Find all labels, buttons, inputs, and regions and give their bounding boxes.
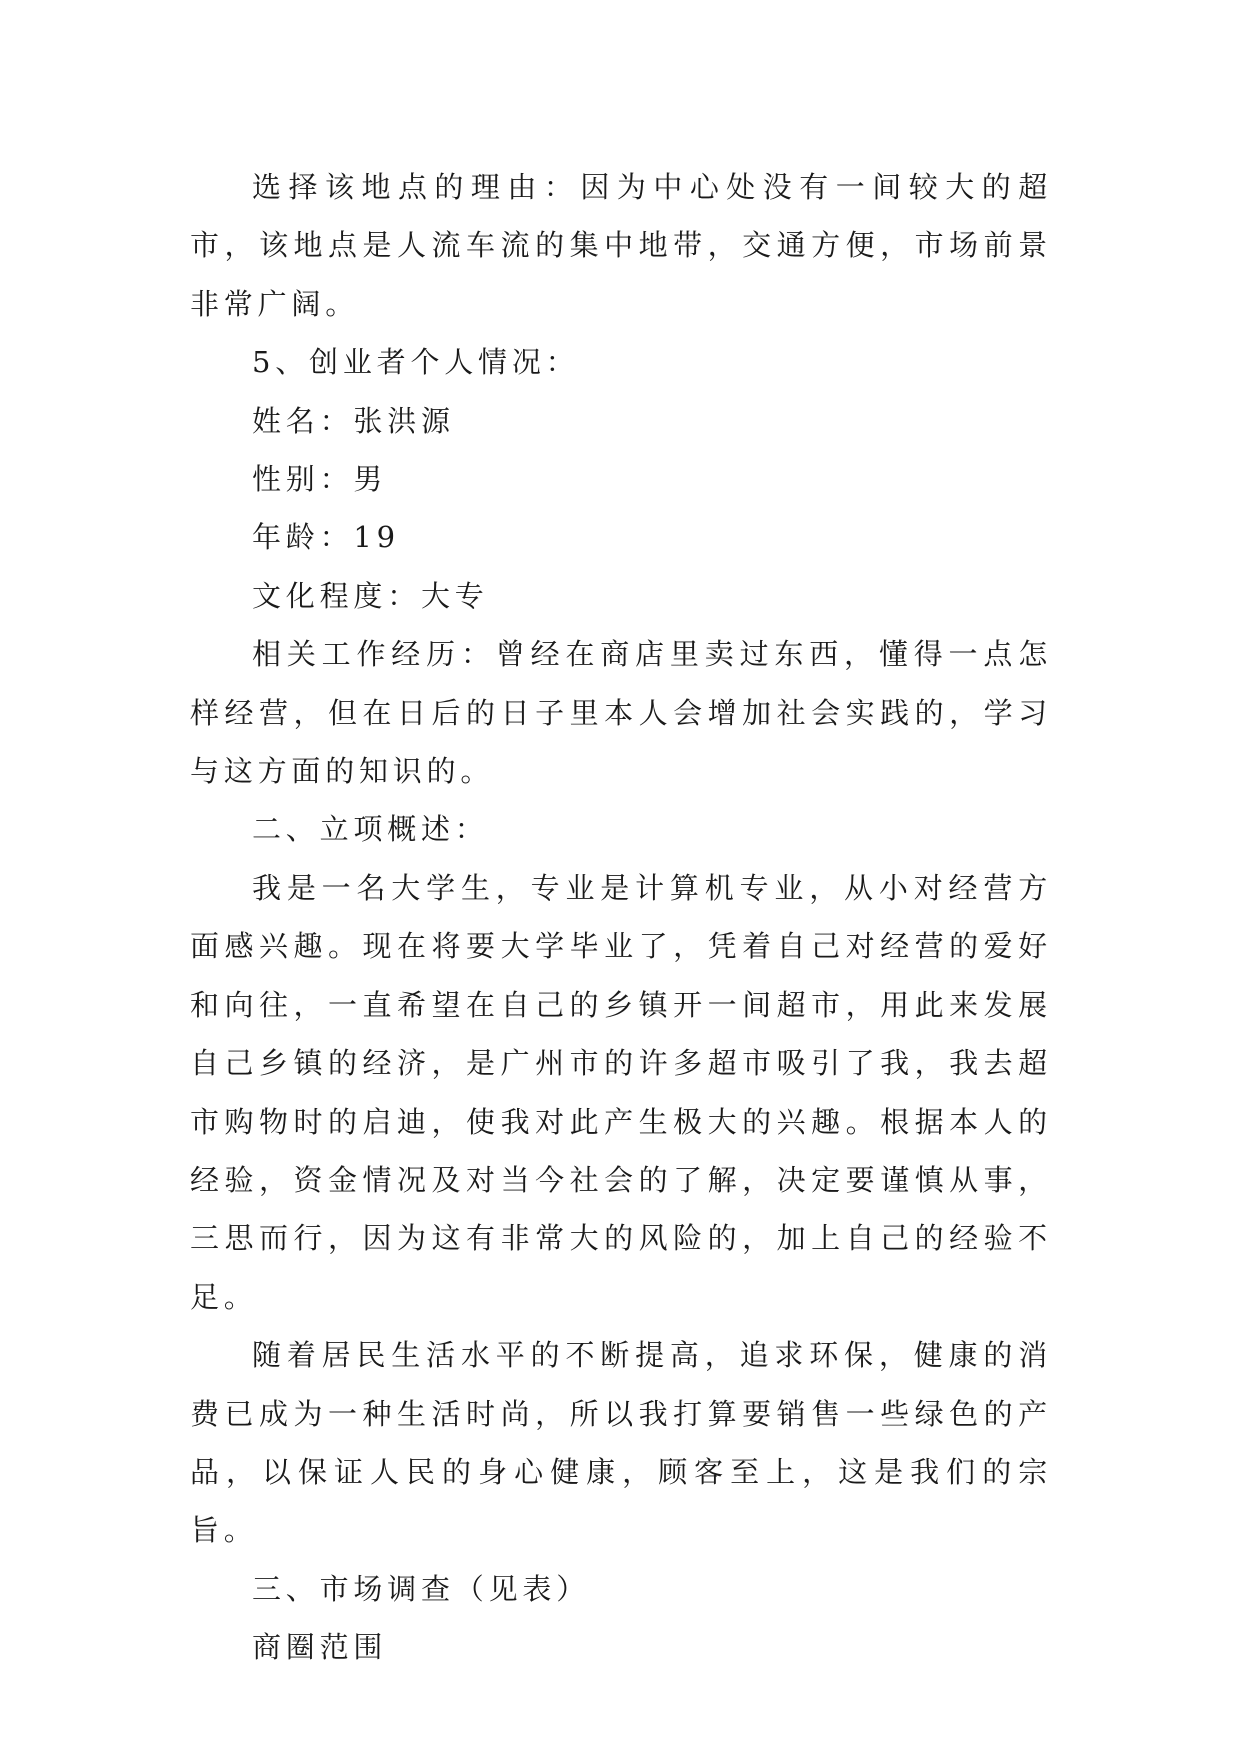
- heading-trade-area: 商圈范围: [252, 1630, 388, 1665]
- paragraph-work-experience: 相关工作经历：曾经在商店里卖过东西，懂得一点怎样经营，但在日后的日子里本人会增加社会实践的，学习与这方面的知识的。: [190, 637, 1052, 789]
- field-gender: 性别：男: [252, 462, 388, 497]
- field-name: 姓名：张洪源: [252, 403, 455, 438]
- field-age: 年龄：19: [252, 520, 400, 555]
- field-education: 文化程度：大专: [252, 578, 489, 613]
- heading-founder-info: 5、创业者个人情况：: [252, 345, 580, 380]
- paragraph-project-overview: 我是一名大学生，专业是计算机专业，从小对经营方面感兴趣。现在将要大学毕业了，凭着自己对经营的爱好和向往，一直希望在自己的乡镇开一间超市，用此来发展自己乡镇的经济，是广州市的许多超市吸引了我，我去超市购物时的启迪，使我对此产生极大的兴趣。根据本人的经验，资金情况及对当今社会的了解，决定要谨慎从事，三思而行，因为这有非常大的风险的，加上自己的经验不足。: [190, 870, 1052, 1314]
- document-body: [190, 158, 1052, 1677]
- heading-project-overview: 二、立项概述：: [252, 812, 489, 847]
- heading-market-survey: 三、市场调查（见表）: [252, 1571, 591, 1606]
- paragraph-green-products: 随着居民生活水平的不断提高，追求环保，健康的消费已成为一种生活时尚，所以我打算要销售一些绿色的产品，以保证人民的身心健康，顾客至上，这是我们的宗旨。: [190, 1338, 1052, 1548]
- paragraph-location-reason: 选择该地点的理由：因为中心处没有一间较大的超市，该地点是人流车流的集中地带，交通方便，市场前景非常广阔。: [190, 170, 1052, 321]
